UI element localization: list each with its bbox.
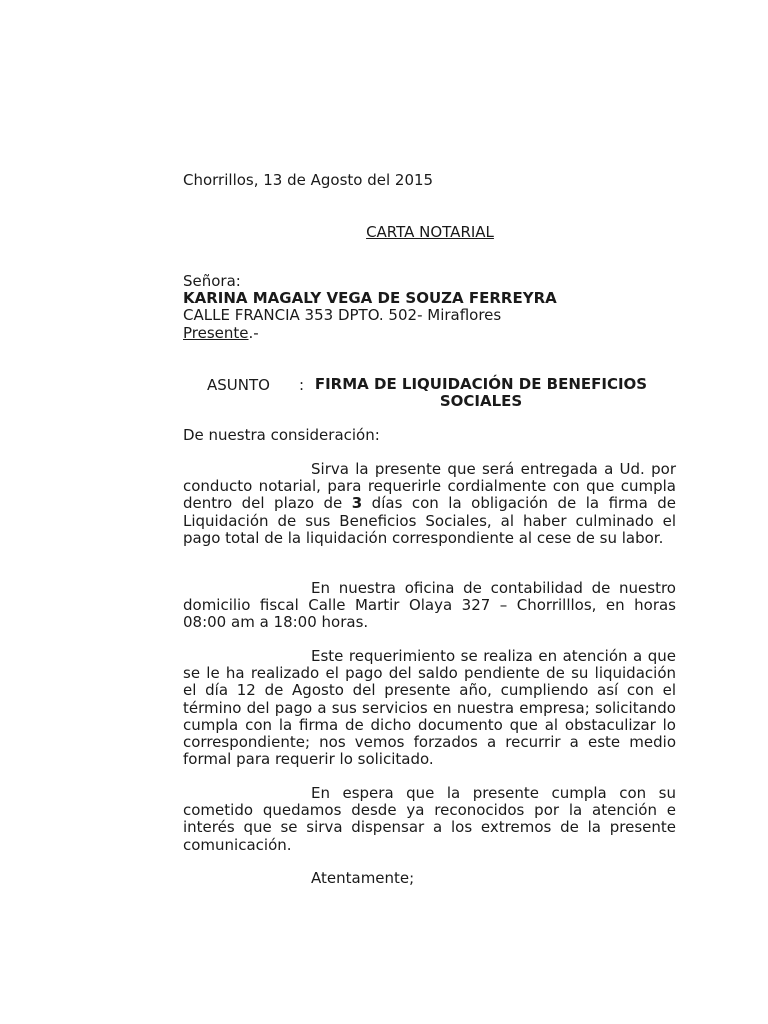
subject-text: FIRMA DE LIQUIDACIÓN DE BENEFICIOS SOCIALES <box>314 375 648 410</box>
closing: Atentamente; <box>311 869 415 887</box>
paragraph-3-text: Este requerimiento se realiza en atención a que se le ha realizado el pago del saldo pendiente de su liquidación el día 12 de Agosto del presente año, cumpliendo así con el término del pago a sus servicios en nuestra empresa; solicitando cumpla con la firma de dicho documento que al obstaculizar lo correspondiente; nos vemos forzados a recurrir a este medio formal para requerir lo solicitado. <box>183 647 676 769</box>
place-date: Chorrillos, 13 de Agosto del 2015 <box>183 171 434 189</box>
paragraph-1 <box>183 461 676 547</box>
greeting: De nuestra consideración: <box>183 426 380 444</box>
subject-label: ASUNTO <box>207 376 270 394</box>
paragraph-1-days: 3 <box>351 494 363 513</box>
salutation: Señora: <box>183 272 241 290</box>
presente-line <box>183 325 259 342</box>
recipient-address: CALLE FRANCIA 353 DPTO. 502- Miraflores <box>183 306 502 324</box>
paragraph-1-end: días con la obligación de la firma de Liquidación de sus Beneficios Sociales, al haber culminado el pago total de la liquidación correspondiente al cese de su labor. <box>183 494 677 547</box>
recipient-name: KARINA MAGALY VEGA DE SOUZA FERREYRA <box>183 289 557 307</box>
paragraph-2-text: En nuestra oficina de contabilidad de nuestro domicilio fiscal Calle Martir Olaya 327 – Chorrilllos, en horas 08:00 am a 18:00 horas. <box>183 579 676 632</box>
presente-suffix: .- <box>248 324 259 342</box>
paragraph-4-text: En espera que la presente cumpla con su cometido quedamos desde ya reconocidos por la atención e interés que se sirva dispensar a los extremos de la presente comunicación. <box>183 784 676 854</box>
document-title: CARTA NOTARIAL <box>366 223 494 241</box>
subject-colon: : <box>299 376 305 394</box>
paragraph-4 <box>183 785 676 854</box>
paragraph-3 <box>183 648 676 768</box>
paragraph-2 <box>183 580 676 632</box>
paragraph-1-start: Sirva la presente que será entregada a Ud. por conducto notarial, para requerirle cordialmente con que cumpla dentro del plazo de <box>183 460 676 513</box>
presente-word: Presente <box>183 324 249 342</box>
